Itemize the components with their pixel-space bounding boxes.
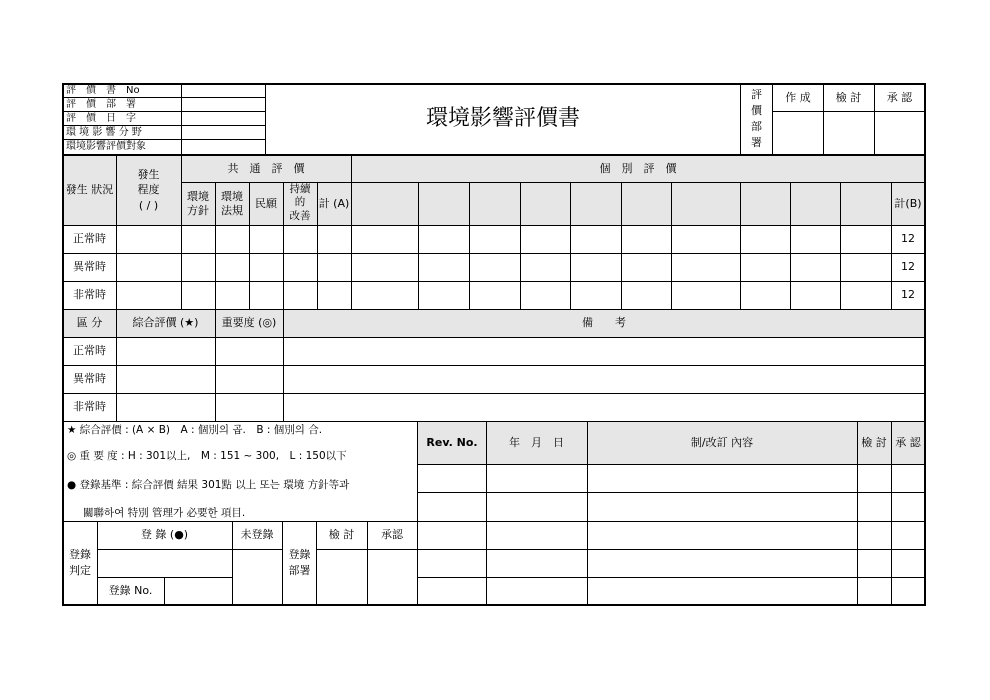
revision-header-approve: 承 認 (895, 435, 921, 449)
table-rule (772, 84, 773, 154)
table-rule (63, 225, 925, 226)
reg-no-label: 登錄 No. (108, 584, 153, 598)
label-env-impact-field: 環 境 影 響 分 野 (66, 126, 142, 138)
label-eval-dept: 評 價 部 署 (751, 88, 762, 149)
table-rule (418, 492, 925, 493)
reg-review-signature[interactable] (317, 550, 366, 604)
row-label-abnormal: 異常時 (73, 260, 106, 274)
reg-no-field[interactable] (165, 578, 231, 604)
prepared-signature-box[interactable] (774, 113, 822, 153)
row-label-normal: 正常時 (73, 232, 106, 246)
table-rule (418, 521, 925, 522)
table-rule (62, 83, 64, 606)
summary-header-overall: 綜合評價 (★) (132, 316, 199, 330)
total-b-abnormal: 12 (901, 260, 915, 274)
label-assessment-dept: 評 價 部 署 (66, 98, 136, 110)
table-rule (671, 182, 672, 309)
table-rule (772, 111, 925, 112)
table-rule (282, 521, 283, 605)
reg-registered-header: 登 錄 (●) (140, 528, 189, 542)
header-prepared: 作 成 (785, 91, 811, 105)
row-label-emergency: 非常時 (73, 288, 106, 302)
env-impact-field-input[interactable] (182, 127, 264, 139)
table-rule (215, 309, 216, 421)
table-rule (486, 421, 487, 605)
table-rule (418, 464, 925, 465)
reg-unregistered-field[interactable] (233, 550, 281, 604)
note-overall-eval: ★ 綜合評價 : (A × B) A : 個別의 곱. B : 個別의 合. (67, 424, 323, 437)
table-rule (874, 84, 875, 154)
table-rule (63, 521, 417, 522)
table-rule (63, 125, 265, 126)
approved-signature-box[interactable] (875, 113, 924, 153)
table-rule (63, 253, 925, 254)
table-rule (621, 182, 622, 309)
reviewed-signature-box[interactable] (824, 113, 873, 153)
table-rule (63, 97, 265, 98)
table-rule (587, 421, 588, 605)
table-rule (367, 521, 368, 605)
env-impact-target-input[interactable] (182, 141, 264, 153)
revision-header-content: 制/改訂 內容 (690, 435, 754, 449)
reg-approve-signature[interactable] (368, 550, 416, 604)
table-rule (570, 182, 571, 309)
header-approved: 承 認 (886, 91, 913, 105)
table-rule (740, 182, 741, 309)
assessment-no-field[interactable] (182, 85, 264, 97)
reg-review-header: 檢 討 (328, 528, 355, 542)
table-rule (249, 182, 250, 309)
table-rule (316, 521, 317, 605)
table-rule (63, 393, 925, 394)
table-rule (265, 84, 266, 154)
table-rule (418, 182, 419, 309)
table-rule (418, 577, 925, 578)
label-assessment-no: 評 價 書 No (66, 84, 140, 96)
table-rule (63, 281, 925, 282)
table-rule (62, 83, 926, 85)
summary-row-abnormal: 異常時 (73, 372, 106, 386)
table-rule (164, 577, 165, 605)
table-rule (63, 139, 265, 140)
occurrence-status-header: 發生 狀況 (65, 183, 114, 197)
table-rule (351, 155, 352, 309)
table-rule (823, 84, 824, 154)
summary-header-remarks: 備 考 (582, 316, 626, 330)
summary-header-importance: 重要度 (◎) (221, 316, 277, 330)
table-rule (418, 549, 925, 550)
col-total-a: 計 (A) (318, 196, 350, 210)
note-importance: ◎ 重 要 度 : H : 301以上, M : 151 ~ 300, L : 150以下 (67, 450, 347, 463)
reg-registered-field[interactable] (98, 550, 231, 576)
label-assessment-date: 評 價 日 字 (66, 112, 136, 124)
table-rule (924, 83, 926, 606)
table-rule (857, 421, 858, 605)
table-rule (63, 421, 925, 422)
table-rule (469, 182, 470, 309)
revision-header-no: Rev. No. (426, 435, 478, 449)
table-rule (63, 365, 925, 366)
table-rule (63, 154, 925, 156)
page-title: 環境影響評價書 (425, 106, 580, 132)
col-env-law: 環境 法規 (221, 189, 243, 217)
summary-row-emergency: 非常時 (73, 400, 106, 414)
table-rule (181, 155, 182, 309)
individual-eval-header: 個 別 評 價 (599, 161, 677, 175)
reg-dept-label: 登錄 部署 (288, 547, 311, 577)
summary-row-normal: 正常時 (73, 344, 106, 358)
summary-header-category: 區 分 (76, 316, 103, 330)
table-rule (63, 337, 925, 338)
revision-header-review: 檢 討 (861, 435, 887, 449)
note-registration-criteria-cont: 關聯하여 特別 管理가 必要한 項目. (83, 507, 246, 520)
col-total-b: 計(B) (894, 196, 922, 210)
total-b-normal: 12 (901, 232, 915, 246)
table-rule (97, 549, 282, 550)
table-rule (891, 421, 892, 605)
header-reviewed: 檢 討 (835, 91, 862, 105)
reg-unregistered-header: 未登錄 (240, 528, 274, 542)
assessment-dept-field[interactable] (182, 99, 264, 111)
col-continuous-improvement: 持續 的 改善 (289, 182, 311, 222)
table-rule (63, 309, 925, 310)
table-rule (740, 84, 741, 154)
table-rule (283, 309, 284, 421)
table-rule (62, 604, 926, 606)
table-rule (891, 182, 892, 309)
table-rule (116, 309, 117, 421)
table-rule (116, 155, 117, 309)
table-rule (181, 182, 925, 183)
note-registration-criteria: ● 登錄基準 : 綜合評價 結果 301點 以上 또는 環境 方針等과 (67, 479, 350, 492)
col-complaints: 民願 (255, 196, 277, 210)
revision-header-date: 年 月 日 (509, 435, 564, 449)
table-rule (215, 182, 216, 309)
table-rule (181, 84, 182, 154)
table-rule (840, 182, 841, 309)
assessment-date-field[interactable] (182, 113, 264, 125)
degree-header: 發生 程度 ( / ) (137, 167, 160, 212)
table-rule (232, 521, 233, 605)
table-rule (97, 521, 98, 605)
table-rule (63, 111, 265, 112)
common-eval-header: 共 通 評 價 (227, 161, 305, 175)
table-rule (317, 182, 318, 309)
total-b-emergency: 12 (901, 288, 915, 302)
table-rule (283, 182, 284, 309)
table-rule (790, 182, 791, 309)
reg-approve-header: 承認 (381, 528, 403, 542)
label-env-impact-target: 環境影響評價對象 (66, 140, 146, 152)
col-env-policy: 環境 方針 (187, 189, 209, 217)
reg-judge-label: 登錄 判定 (69, 547, 91, 577)
table-rule (520, 182, 521, 309)
